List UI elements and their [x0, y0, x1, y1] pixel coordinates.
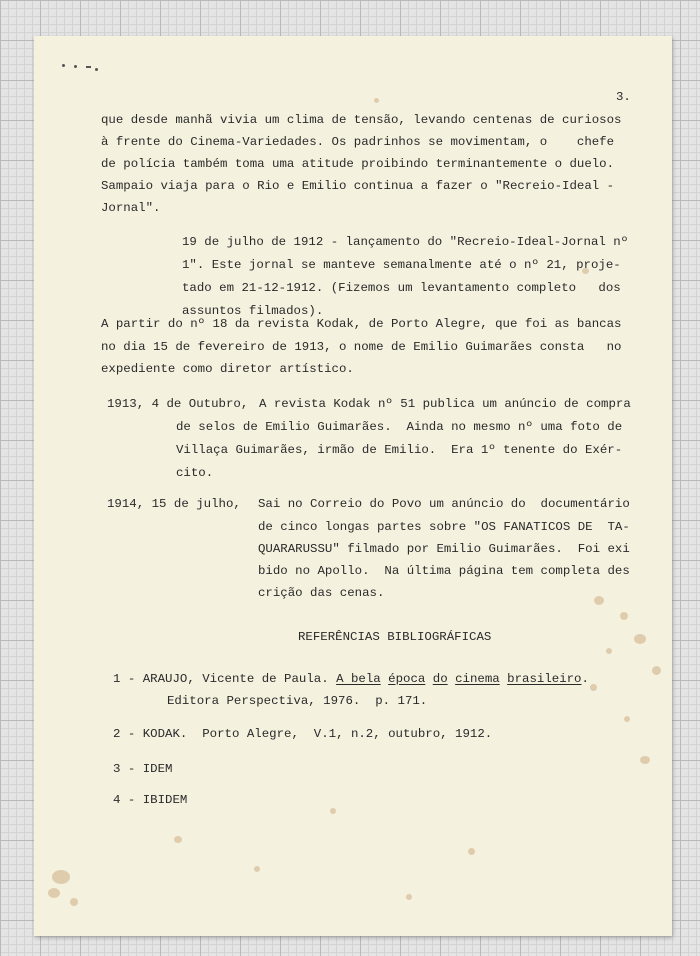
- age-spot: [594, 596, 604, 605]
- age-spot: [634, 634, 646, 644]
- text-line: QUARARUSSU" filmado por Emilio Guimarães. Foi exi: [258, 542, 630, 556]
- text-line: Sai no Correio do Povo um anúncio do documentário: [258, 497, 630, 511]
- age-spot: [254, 866, 260, 872]
- reference-item: 4 - IBIDEM: [113, 793, 188, 807]
- text-line: que desde manhã vivia um clima de tensão, levando centenas de curiosos: [101, 113, 622, 127]
- references-heading: REFERÊNCIAS BIBLIOGRÁFICAS: [298, 630, 492, 644]
- text-line: bido no Apollo. Na última página tem completa des: [258, 564, 630, 578]
- text-line: crição das cenas.: [258, 586, 385, 600]
- age-spot: [48, 888, 60, 898]
- text-line: A partir do nº 18 da revista Kodak, de Porto Alegre, que foi as bancas: [101, 317, 622, 331]
- reference-item: 2 - KODAK. Porto Alegre, V.1, n.2, outubro, 1912.: [113, 727, 493, 741]
- reference-line: Editora Perspectiva, 1976. p. 171.: [167, 694, 428, 708]
- ink-marks: [62, 62, 102, 72]
- reference-title-word: época: [388, 672, 426, 686]
- entry-date-label: 1913, 4 de Outubro,: [107, 397, 249, 411]
- age-spot: [620, 612, 628, 620]
- age-spot: [624, 716, 630, 722]
- age-spot: [174, 836, 182, 843]
- age-spot: [70, 898, 78, 906]
- text-line: de polícia também toma uma atitude proibindo terminantemente o duelo.: [101, 157, 615, 171]
- text-line: expediente como diretor artístico.: [101, 362, 354, 376]
- age-spot: [330, 808, 336, 814]
- text-line: de cinco longas partes sobre "OS FANATICOS DE TA-: [258, 520, 630, 534]
- text-line: 1". Este jornal se manteve semanalmente até o nº 21, proje-: [182, 258, 621, 272]
- document-page: [34, 36, 672, 936]
- reference-item: 3 - IDEM: [113, 762, 173, 776]
- text-line: Jornal".: [101, 201, 161, 215]
- age-spot: [606, 648, 612, 654]
- text-line: cito.: [176, 466, 214, 480]
- age-spot: [652, 666, 661, 675]
- age-spot: [406, 894, 412, 900]
- text-line: assuntos filmados).: [182, 304, 324, 318]
- age-spot: [52, 870, 70, 884]
- reference-title-word: A bela: [336, 672, 381, 686]
- text-line: de selos de Emilio Guimarães. Ainda no mesmo nº uma foto de: [176, 420, 623, 434]
- entry-date-label: 1914, 15 de julho,: [107, 497, 241, 511]
- reference-title-word: do: [432, 672, 448, 686]
- reference-prefix: 1 - ARAUJO, Vicente de Paula.: [113, 672, 329, 686]
- age-spot: [374, 98, 379, 103]
- reference-line: [113, 668, 589, 691]
- reference-item: [113, 668, 589, 691]
- age-spot: [640, 756, 650, 764]
- text-line: A revista Kodak nº 51 publica um anúncio de compra: [259, 397, 631, 411]
- text-line: à frente do Cinema-Variedades. Os padrinhos se movimentam, o chefe: [101, 135, 615, 149]
- text-line: no dia 15 de fevereiro de 1913, o nome de Emilio Guimarães consta no: [101, 340, 622, 354]
- reference-title-word: brasileiro: [507, 672, 582, 686]
- page-number: 3.: [616, 90, 631, 104]
- text-line: 19 de julho de 1912 - lançamento do "Recreio-Ideal-Jornal nº: [182, 235, 629, 249]
- text-line: Villaça Guimarães, irmão de Emilio. Era 1º tenente do Exér-: [176, 443, 623, 457]
- reference-end: .: [581, 672, 589, 686]
- age-spot: [590, 684, 597, 691]
- text-line: Sampaio viaja para o Rio e Emilio continua a fazer o "Recreio-Ideal -: [101, 179, 615, 193]
- reference-title-word: cinema: [455, 672, 500, 686]
- text-line: tado em 21-12-1912. (Fizemos um levantamento completo dos: [182, 281, 621, 295]
- age-spot: [468, 848, 475, 855]
